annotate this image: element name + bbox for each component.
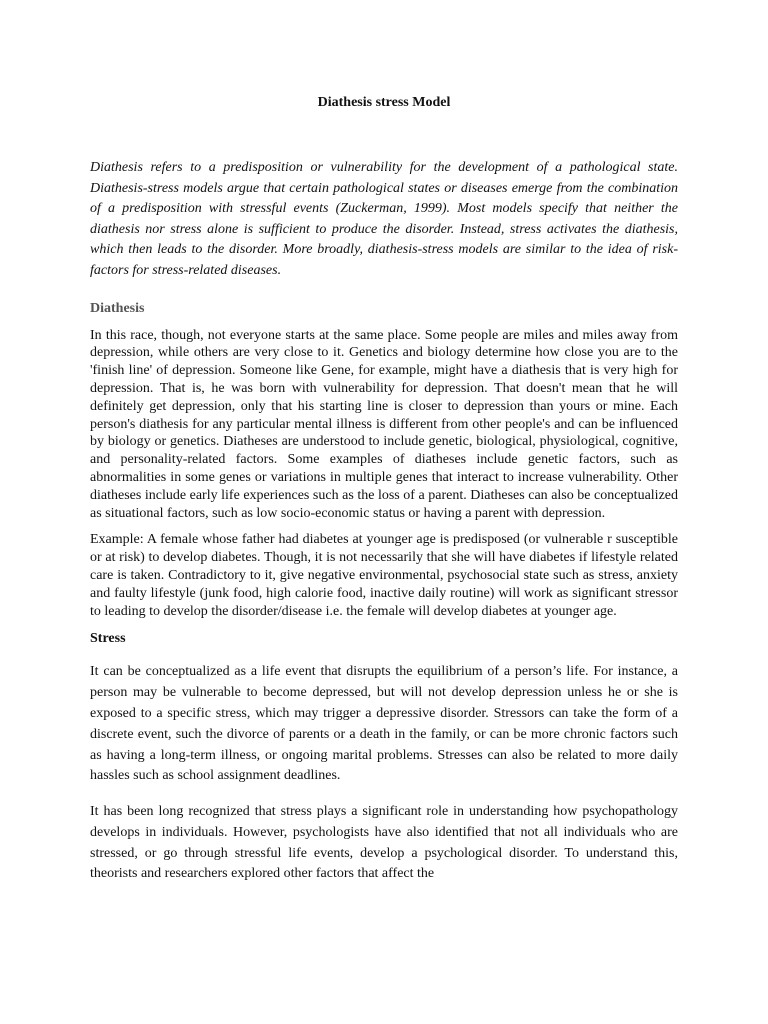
stress-paragraph-2: It has been long recognized that stress plays a significant role in understanding how psychopathology develops in individuals. However, psychologists have also identified that not all individuals who are stressed, or go through stressful life events, develop a psychological disorder. To understand this, theorists and researchers explored other factors that affect the [90,804,678,882]
diathesis-paragraph-2: Example: A female whose father had diabetes at younger age is predisposed (or vulnerable r susceptible or at risk) to develop diabetes. Though, it is not necessarily that she will have diabetes if lifestyle related care is taken. Contradictory to it, give negative environmental, psychosocial state such as stress, anxiety and faulty lifestyle (junk food, high calorie food, inactive daily routine) will work as significant stressor to leading to develop the disorder/disease i.e. the female will develop diabetes at younger age. [90,532,678,619]
intro-paragraph: Diathesis refers to a predisposition or vulnerability for the development of a pathological state. Diathesis-stress models argue that certain pathological states or diseases emerge from the combination of a predisposition with stressful events (Zuckerman, 1999). Most models specify that neither the diathesis nor stress alone is sufficient to produce the disorder. Instead, stress activates the diathesis, which then leads to the disorder. More broadly, diathesis-stress models are similar to the idea of risk-factors for stress-related diseases. [90,160,678,278]
document-page [90,94,678,900]
stress-paragraph-1: It can be conceptualized as a life event that disrupts the equilibrium of a person’s life. For instance, a person may be vulnerable to become depressed, but will not develop depression unless he or she is exposed to a specific stress, which may trigger a depressive disorder. Stressors can take the form of a discrete event, such the divorce of parents or a death in the family, or can be more chronic factors such as having a long-term illness, or ongoing marital problems. Stresses can also be related to more daily hassles such as school assignment deadlines. [90,664,678,784]
document-title: Diathesis stress Model [317,95,451,110]
stress-heading: Stress [90,631,126,647]
diathesis-paragraph-1: In this race, though, not everyone starts at the same place. Some people are miles and miles away from depression, while others are very close to it. Genetics and biology determine how close you are to the 'finish line' of depression. Someone like Gene, for example, might have a diathesis that is very high for depression. That is, he was born with vulnerability for depression. That doesn't mean that he will definitely get depression, only that his starting line is closer to depression than yours or mine. Each person's diathesis for any particular mental illness is different from other people's and can be influenced by biology or genetics. Diatheses are understood to include genetic, biological, physiological, cognitive, and personality-related factors. Some examples of diatheses include genetic factors, such as abnormalities in some genes or variations in multiple genes that interact to increase vulnerability. Other diatheses include early life experiences such as the loss of a parent. Diatheses can also be conceptualized as situational factors, such as low socio-economic status or having a parent with depression. [90,327,678,521]
diathesis-heading: Diathesis [90,300,145,316]
